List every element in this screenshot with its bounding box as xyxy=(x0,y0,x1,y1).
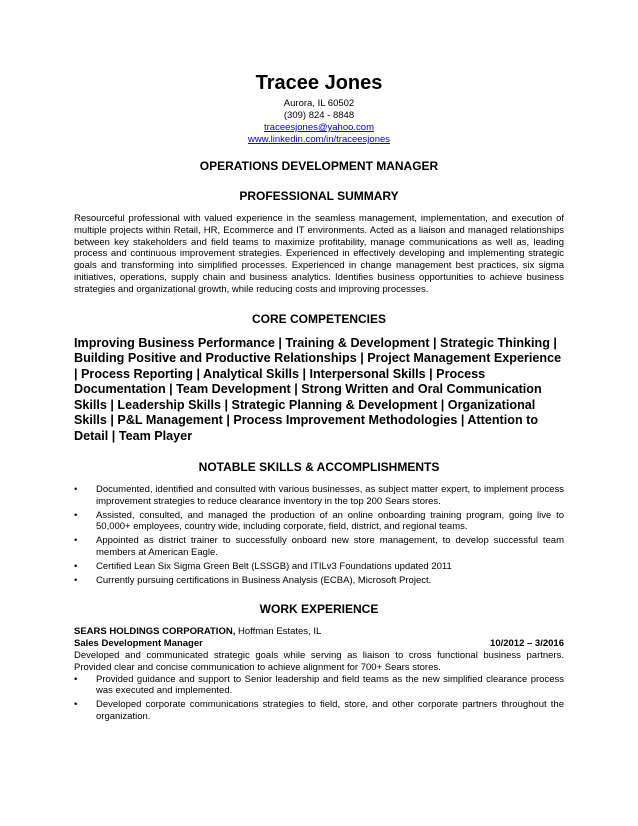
list-item: • Certified Lean Six Sigma Green Belt (LSSGB) and ITILv3 Foundations updated 2011 xyxy=(74,560,452,572)
bullet-icon: • xyxy=(74,673,78,685)
bullet-icon: • xyxy=(74,574,78,586)
list-item: • Documented, identified and consulted with various businesses, as subject matter expert, to implement process improvement strategies to reduce clearance inventory in the top 200 Sears stores. xyxy=(74,484,564,507)
bullet-icon: • xyxy=(74,484,78,496)
accomplishments-heading: NOTABLE SKILLS & ACCOMPLISHMENTS xyxy=(198,460,440,475)
role-line xyxy=(74,638,564,650)
linkedin-link[interactable]: www.linkedin.com/in/traceesjones xyxy=(247,134,391,145)
role-dates: 10/2012 – 3/2016 xyxy=(490,638,564,650)
role-description: Developed and communicated strategic goals while serving as liaison to cross functional business partners. Provided clear and concise communication to achieve alignment for 700+ Sears stores. xyxy=(74,650,564,673)
email-link[interactable]: traceesjones@yahoo.com xyxy=(264,122,374,133)
company-name: SEARS HOLDINGS CORPORATION, xyxy=(74,626,236,638)
job-title: OPERATIONS DEVELOPMENT MANAGER xyxy=(199,159,439,173)
competencies-heading: CORE COMPETENCIES xyxy=(251,311,386,326)
role-bullets xyxy=(74,674,564,723)
summary-heading: PROFESSIONAL SUMMARY xyxy=(239,189,399,203)
location: Aurora, IL 60502 xyxy=(283,98,355,109)
bullet-icon: • xyxy=(74,560,78,572)
accomplishments-list xyxy=(74,484,564,586)
list-item: • Assisted, consulted, and managed the production of an online onboarding training program, going live to 50,000+ employees, country wide, including corporate, field, district, and regional teams. xyxy=(74,509,564,533)
resume-header xyxy=(74,72,564,146)
summary-text: Resourceful professional with valued experience in the seamless management, implementation, and execution of multiple projects within Retail, HR, Ecommerce and IT environments. Acted as a liaison and managed relationships between key stakeholders and field teams to maximize profitability, manage communications as well as, leading process and continuous improvement strategies. Experienced in effectively developing and implementing strategic goals and transforming into simplified processes. Experienced in change management best practices, six sigma initiatives, operations, supply chain and business analytics. Identifies business opportunities to achieve business strategies and organizational growth, while reducing costs and improving processes. xyxy=(74,213,564,295)
list-item: • Developed corporate communications strategies to field, store, and other corporate partners throughout the organization. xyxy=(74,699,564,723)
competencies-text: Improving Business Performance | Training & Development | Strategic Thinking | Building Positive and Productive Relationships | Project Management Experience | Process Reporting | Analytical Skills | Interpersonal Skills | Process Documentation | Team Development | Strong Written and Oral Communication Skills | Leadership Skills | Strategic Planning & Development | Organizational Skills | P&L Management | Process Improvement Methodologies | Attention to Detail | Team Player xyxy=(74,335,562,443)
phone-number: (309) 824 - 8848 xyxy=(283,110,355,121)
list-item: • Provided guidance and support to Senior leadership and field teams as the new simplified clearance process was executed and implemented. xyxy=(74,673,564,697)
work-heading: WORK EXPERIENCE xyxy=(259,602,379,617)
candidate-name: Tracee Jones xyxy=(255,72,383,94)
role-title: Sales Development Manager xyxy=(74,638,203,650)
list-item: • Currently pursuing certifications in Business Analysis (ECBA), Microsoft Project. xyxy=(74,574,432,586)
bullet-icon: • xyxy=(74,509,78,521)
work-entry xyxy=(74,626,564,722)
list-item: • Appointed as district trainer to successfully onboard new store management, to develop successful team members at American Eagle. xyxy=(74,535,564,559)
bullet-icon: • xyxy=(74,535,78,547)
company-line xyxy=(74,626,564,638)
bullet-icon: • xyxy=(74,699,78,711)
resume-page xyxy=(74,72,564,725)
company-location: Hoffman Estates, IL xyxy=(235,626,322,638)
